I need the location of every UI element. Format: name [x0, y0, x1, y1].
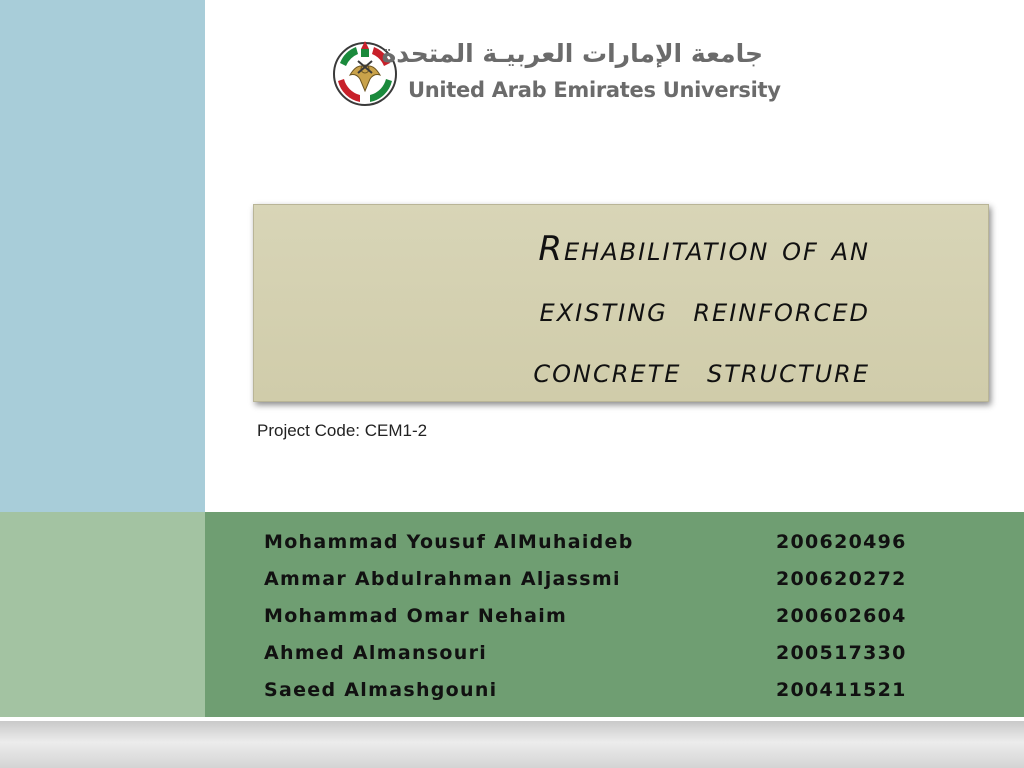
- member-id: 200620496: [776, 530, 907, 553]
- team-member-list: [264, 523, 924, 708]
- footer-bar: [0, 721, 1024, 768]
- title-box: [253, 204, 989, 402]
- university-logo: [330, 33, 781, 109]
- member-row: [264, 597, 924, 634]
- member-row: [264, 560, 924, 597]
- member-name: Ahmed Almansouri: [264, 641, 488, 664]
- presentation-title: [270, 219, 870, 402]
- member-name: Saeed Almashgouni: [264, 678, 498, 701]
- member-id: 200620272: [776, 567, 907, 590]
- member-name: Mohammad Omar Nehaim: [264, 604, 568, 627]
- member-id: 200602604: [776, 604, 907, 627]
- member-row: [264, 671, 924, 708]
- member-name: Ammar Abdulrahman Aljassmi: [264, 567, 621, 590]
- title-line-2: existing reinforced: [539, 290, 870, 330]
- member-id: 200411521: [776, 678, 907, 701]
- left-blue-band: [0, 0, 205, 512]
- left-green-band: [0, 512, 205, 717]
- member-row: [264, 523, 924, 560]
- university-name-english: United Arab Emirates University: [408, 78, 781, 102]
- member-name: Mohammad Yousuf AlMuhaideb: [264, 530, 634, 553]
- university-name-arabic: جامعة الإمارات العربيـة المتحدة: [381, 39, 763, 68]
- title-line-1: Rehabilitation of an: [538, 229, 870, 269]
- member-row: [264, 634, 924, 671]
- project-code: Project Code: CEM1-2: [257, 421, 428, 440]
- title-line-3: concrete structure: [533, 351, 870, 391]
- member-id: 200517330: [776, 641, 907, 664]
